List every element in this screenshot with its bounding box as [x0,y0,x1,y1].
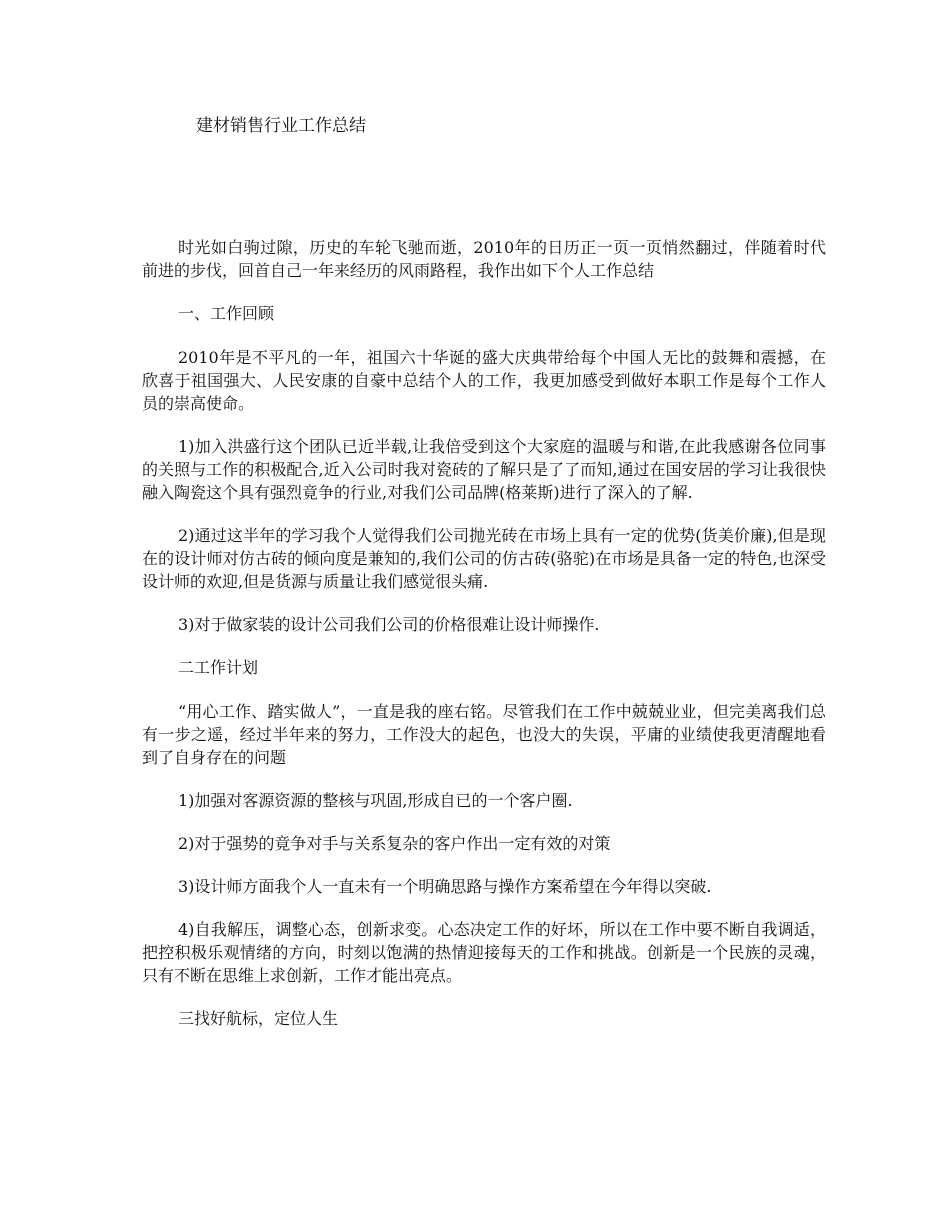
plan-item-1: 1)加强对客源资源的整核与巩固,形成自已的一个客户圈. [178,791,573,810]
plan-item-3: 3)设计师方面我个人一直未有一个明确思路与操作方案希望在今年得以突破. [178,877,712,896]
review-item-2: 2)通过这半年的学习我个人觉得我们公司抛光砖在市场上具有一定的优势(货美价廉),但是现在的设计师对仿古砖的倾向度是兼知的,我们公司的仿古砖(骆驼)在市场是具备一定的特色,也深受设计师的欢迎,但是货源与质量让我们感觉很头痛. [142,526,826,591]
section-heading-review: 一、工作回顾 [178,304,275,323]
document-title: 建材销售行业工作总结 [196,116,366,136]
intro-paragraph: 时光如白驹过隙，历史的车轮飞驰而逝，2010年的日历正一页一页悄然翻过，伴随着时代前进的步伐，回首自己一年来经历的风雨路程，我作出如下个人工作总结 [142,238,826,280]
section-heading-life: 三找好航标，定位人生 [178,1009,339,1028]
document-body [142,236,826,1051]
plan-item-2: 2)对于强势的竟争对手与关系复杂的客户作出一定有效的对策 [178,834,611,853]
plan-paragraph: “用心工作、踏实做人”，一直是我的座右铭。尽管我们在工作中兢兢业业，但完美离我们总有一步之遥，经过半年来的努力，工作没大的起色，也没大的失误，平庸的业绩使我更清醒地看到了自身存在的问题 [142,702,826,767]
plan-item-4: 4)自我解压，调整心态，创新求变。心态决定工作的好坏，所以在工作中要不断自我调适，把控积极乐观情绪的方向，时刻以饱满的热情迎接每天的工作和挑战。创新是一个民族的灵魂，只有不断在思维上求创新，工作才能出亮点。 [142,920,826,985]
review-paragraph: 2010年是不平凡的一年，祖国六十华诞的盛大庆典带给每个中国人无比的鼓舞和震撼，在欣喜于祖国强大、人民安康的自豪中总结个人的工作，我更加感受到做好本职工作是每个工作人员的崇高使命。 [142,348,826,413]
review-item-1: 1)加入洪盛行这个团队已近半载,让我倍受到这个大家庭的温暖与和谐,在此我感谢各位同事的关照与工作的积极配合,近入公司时我对瓷砖的了解只是了了而知,通过在国安居的学习让我很快融入陶瓷这个具有强烈竟争的行业,对我们公司品牌(格莱斯)进行了深入的了解. [142,437,826,502]
review-item-3: 3)对于做家装的设计公司我们公司的价格很难让设计师操作. [178,615,600,634]
section-heading-plan: 二工作计划 [178,658,259,677]
